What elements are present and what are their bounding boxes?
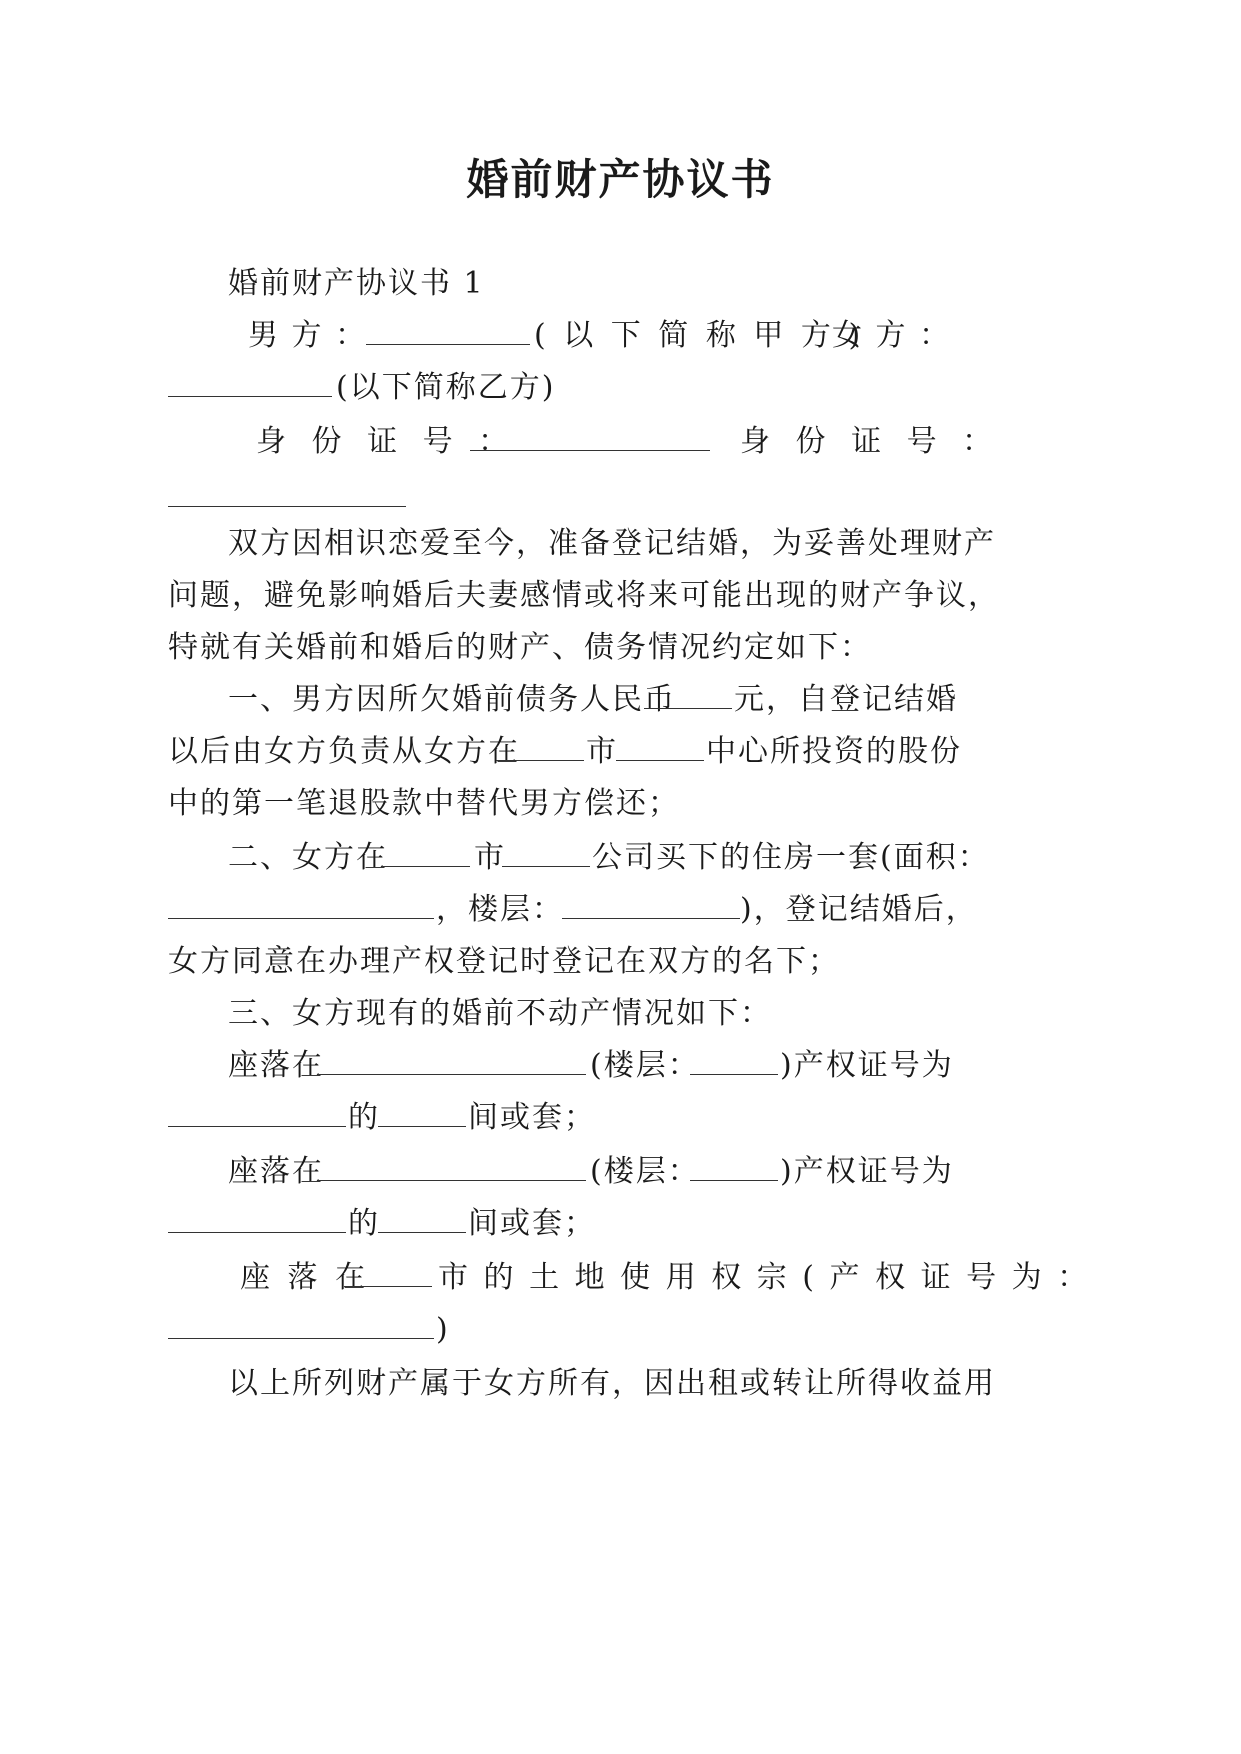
- property1-of-label: 的: [348, 1100, 380, 1135]
- clause2-text-b: 市: [474, 840, 506, 875]
- document-subtitle: 婚前财产协议书 1: [228, 266, 485, 301]
- property1-unit-blank: [378, 1100, 466, 1127]
- male-label: 男 方 ：: [248, 318, 368, 353]
- intro-line-3: 特就有关婚前和婚后的财产、债务情况约定如下：: [168, 630, 872, 665]
- male-id-label: 身 份 证 号 ：: [256, 424, 517, 459]
- property2-floor-blank: [690, 1154, 778, 1181]
- female-id-label: 身 份 证 号 ：: [740, 424, 1001, 459]
- intro-line-1: 双方因相识恋爱至今，准备登记结婚，为妥善处理财产: [228, 526, 996, 561]
- clause2-text-d: ，楼层：: [436, 892, 564, 927]
- clause2-text-e: )，登记结婚后，: [740, 892, 978, 927]
- clause1-text-d: 市: [586, 734, 618, 769]
- property1-floor-blank: [690, 1048, 778, 1075]
- clause1-text-a: 一、男方因所欠婚前债务人民币: [228, 682, 676, 717]
- property2-location-blank: [318, 1154, 586, 1181]
- clause1-text-c: 以后由女方负责从女方在: [168, 734, 520, 769]
- clause3-heading: 三、女方现有的婚前不动产情况如下：: [228, 996, 772, 1031]
- clause1-text-f: 中的第一笔退股款中替代男方偿还；: [168, 786, 680, 821]
- property2-loc-label: 座落在: [228, 1154, 324, 1189]
- clause2-floor-blank: [562, 892, 740, 919]
- land-loc-label: 座 落 在: [240, 1260, 370, 1295]
- property1-unit-label: 间或套；: [468, 1100, 596, 1135]
- female-id-blank: [168, 480, 406, 507]
- land-desc: 市 的 土 地 使 用 权 宗 ( 产 权 证 号 为 ：: [438, 1260, 1091, 1295]
- clause1-text-b: 元，自登记结婚: [734, 682, 958, 717]
- clause1-text-e: 中心所投资的股份: [706, 734, 962, 769]
- property2-unit-blank: [378, 1206, 466, 1233]
- land-city-blank: [344, 1260, 432, 1287]
- clause2-text-a: 二、女方在: [228, 840, 388, 875]
- male-id-blank: [470, 424, 710, 451]
- land-cert-blank: [168, 1312, 434, 1339]
- clause2-text-c: 公司买下的住房一套(面积：: [592, 840, 990, 875]
- female-label: 女 方 ：: [832, 318, 952, 353]
- clause1-amount-blank: [644, 682, 732, 709]
- property1-loc-label: 座落在: [228, 1048, 324, 1083]
- land-close-paren: ): [436, 1312, 450, 1347]
- female-note: (以下简称乙方): [336, 370, 556, 405]
- closing-line: 以上所列财产属于女方所有，因出租或转让所得收益用: [228, 1366, 996, 1401]
- clause2-text-f: 女方同意在办理产权登记时登记在双方的名下；: [168, 944, 840, 979]
- property2-unit-label: 间或套；: [468, 1206, 596, 1241]
- clause2-city-blank: [382, 840, 470, 867]
- clause2-company-blank: [502, 840, 590, 867]
- property1-location-blank: [318, 1048, 586, 1075]
- property1-floor-label: (楼层：: [590, 1048, 700, 1083]
- clause1-city-blank: [496, 734, 584, 761]
- male-note: ( 以 下 简 称 甲 方 ): [534, 318, 865, 353]
- property1-cert-blank: [168, 1100, 346, 1127]
- female-name-blank: [168, 370, 332, 397]
- clause2-area-blank: [168, 892, 434, 919]
- property2-of-label: 的: [348, 1206, 380, 1241]
- property1-cert-label: )产权证号为: [780, 1048, 954, 1083]
- intro-line-2: 问题，避免影响婚后夫妻感情或将来可能出现的财产争议，: [168, 578, 1000, 613]
- male-name-blank: [366, 318, 530, 345]
- property2-cert-label: )产权证号为: [780, 1154, 954, 1189]
- document-title: 婚前财产协议书: [466, 155, 775, 204]
- property2-cert-blank: [168, 1206, 346, 1233]
- property2-floor-label: (楼层：: [590, 1154, 700, 1189]
- clause1-center-blank: [616, 734, 704, 761]
